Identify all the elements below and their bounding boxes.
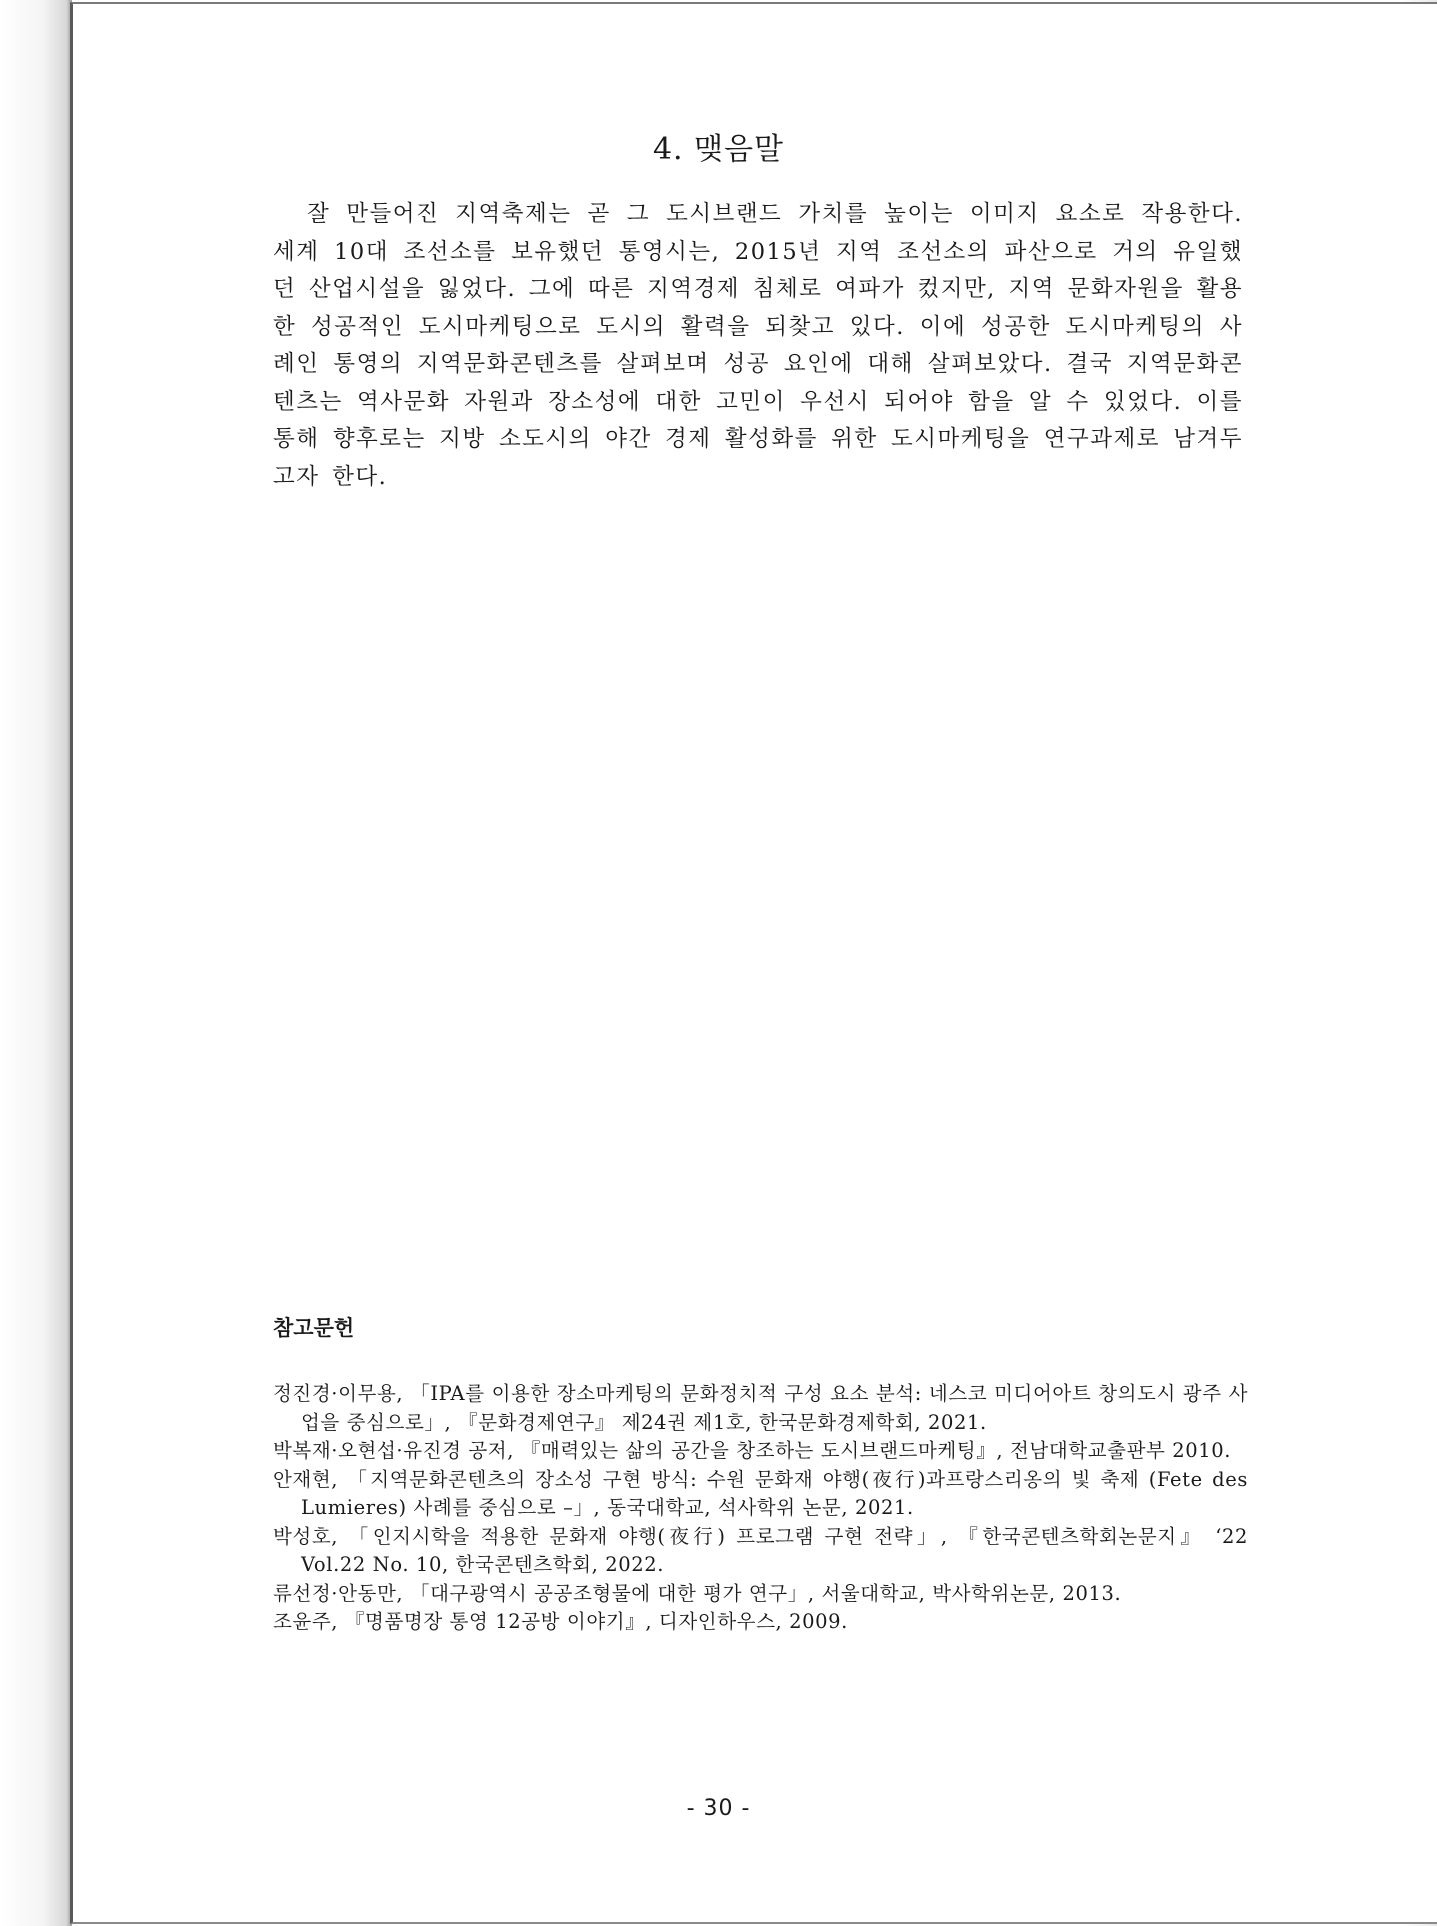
- reference-item: 조윤주, 『명품명장 통영 12공방 이야기』, 디자인하우스, 2009.: [273, 1610, 848, 1633]
- conclusion-paragraph: 잘 만들어진 지역축제는 곧 그 도시브랜드 가치를 높이는 이미지 요소로 작용한다. 세계 10대 조선소를 보유했던 통영시는, 2015년 지역 조선소의 파산으로 거의 유일했던 산업시설을 잃었다. 그에 따른 지역경제 침체로 여파가 컸지만, 지역 문화자원을 활용한 성공적인 도시마케팅으로 도시의 활력을 되찾고 있다. 이에 성공한 도시마케팅의 사례인 통영의 지역문화콘텐츠를 살펴보며 성공 요인에 대해 살펴보았다. 결국 지역문화콘텐츠는 역사문화 자원과 장소성에 대한 고민이 우선시 되어야 함을 알 수 있었다. 이를 통해 향후로는 지방 소도시의 야간 경제 활성화를 위한 도시마케팅을 연구과제로 남겨두고자 한다.: [273, 201, 1243, 490]
- reference-item: 류선정·안동만, 「대구광역시 공공조형물에 대한 평가 연구」, 서울대학교, 박사학위논문, 2013.: [273, 1581, 1122, 1605]
- references-list: [273, 1380, 1248, 1637]
- reference-item: 정진경·이무용, 「IPA를 이용한 장소마케팅의 문화정치적 구성 요소 분석: 네스코 미디어아트 창의도시 광주 사업을 중심으로」, 『문화경제연구』 제24권 제1호, 한국문화경제학회, 2021.: [273, 1382, 1248, 1434]
- reference-item: 박복재·오현섭·유진경 공저, 『매력있는 삶의 공간을 창조하는 도시브랜드마케팅』, 전남대학교출판부 2010.: [273, 1439, 1232, 1462]
- references-heading: 참고문헌: [273, 1316, 355, 1340]
- page-number: - 30 -: [686, 1796, 751, 1821]
- page-left-shadow: [0, 0, 72, 1926]
- reference-item: 박성호, 「인지시학을 적용한 문화재 야행(夜行) 프로그램 구현 전략」, 『한국콘텐츠학회논문지』 ‘22 Vol.22 No. 10, 한국콘텐츠학회, 2022.: [273, 1524, 1248, 1576]
- reference-item: 안재현, 「지역문화콘텐츠의 장소성 구현 방식: 수원 문화재 야행(夜行)과프랑스리옹의 빛 축제 (Fete des Lumieres) 사례를 중심으로 –」, 동국대학교, 석사학위 논문, 2021.: [273, 1467, 1248, 1519]
- section-title: 4. 맺음말: [652, 132, 785, 167]
